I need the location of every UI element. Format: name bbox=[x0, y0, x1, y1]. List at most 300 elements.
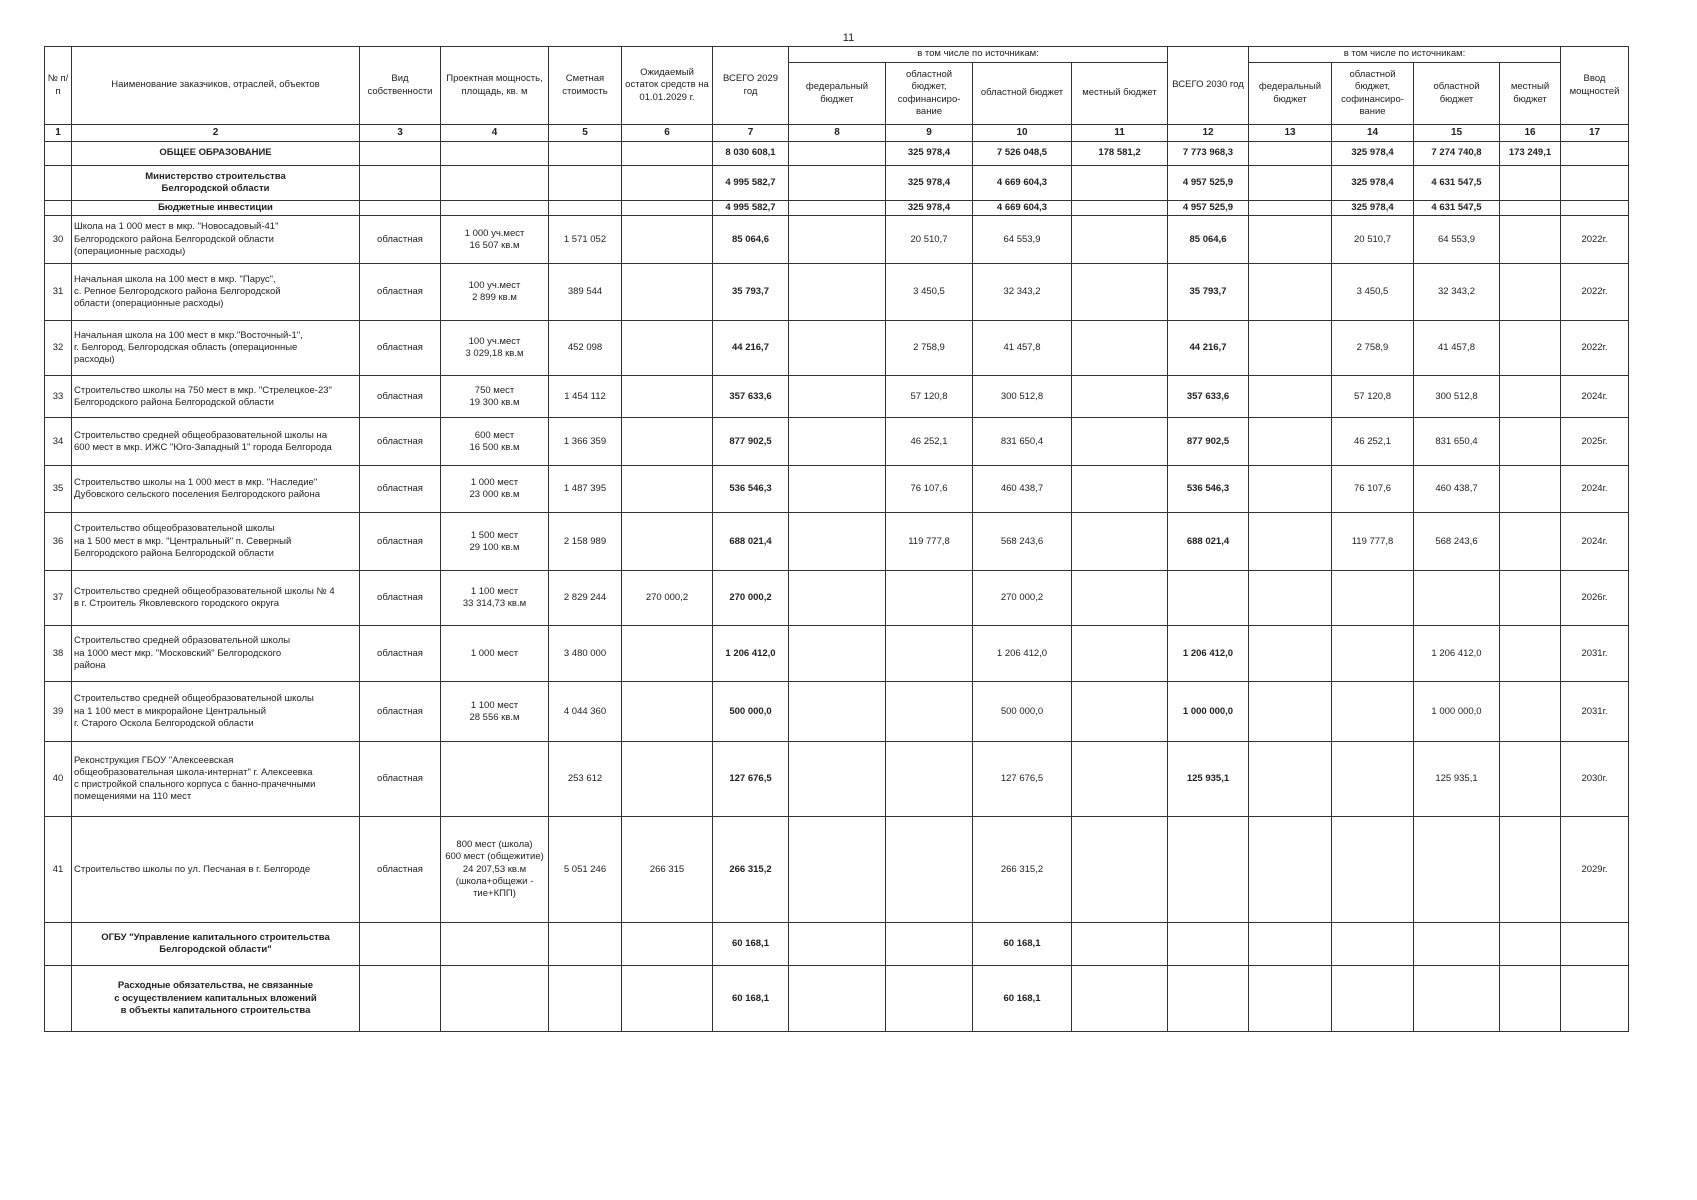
table-cell bbox=[1332, 626, 1414, 682]
table-cell bbox=[1500, 966, 1561, 1032]
column-number: 6 bbox=[622, 125, 713, 142]
table-cell bbox=[1500, 166, 1561, 201]
table-cell: областная bbox=[360, 264, 441, 321]
table-cell bbox=[622, 376, 713, 418]
table-cell bbox=[622, 418, 713, 466]
column-number: 17 bbox=[1561, 125, 1629, 142]
table-cell bbox=[1072, 742, 1168, 817]
table-cell: 173 249,1 bbox=[1500, 142, 1561, 166]
table-cell: 4 669 604,3 bbox=[973, 166, 1072, 201]
table-cell bbox=[441, 923, 549, 966]
table-cell: 1 206 412,0 bbox=[713, 626, 789, 682]
table-cell bbox=[1561, 201, 1629, 216]
table-cell: 46 252,1 bbox=[886, 418, 973, 466]
column-number: 15 bbox=[1414, 125, 1500, 142]
column-number: 2 bbox=[72, 125, 360, 142]
table-cell bbox=[789, 166, 886, 201]
table-cell bbox=[1168, 966, 1249, 1032]
table-cell bbox=[1249, 571, 1332, 626]
table-header bbox=[45, 47, 1629, 142]
row-number-cell bbox=[45, 923, 72, 966]
object-name-cell: Строительство общеобразовательной школы на 1 500 мест в мкр. "Центральный" п. Северный Белгородского района Белгородской области bbox=[72, 513, 360, 571]
table-row bbox=[45, 817, 1629, 923]
row-number-cell: 39 bbox=[45, 682, 72, 742]
table-cell bbox=[1249, 166, 1332, 201]
table-cell bbox=[789, 264, 886, 321]
table-cell: 119 777,8 bbox=[886, 513, 973, 571]
table-cell bbox=[1561, 966, 1629, 1032]
table-cell: 877 902,5 bbox=[1168, 418, 1249, 466]
header-regional-cofin-2029: областной бюджет, софинансиро- вание bbox=[886, 63, 973, 125]
table-cell: 7 773 968,3 bbox=[1168, 142, 1249, 166]
table-cell bbox=[1249, 466, 1332, 513]
row-number-cell: 34 bbox=[45, 418, 72, 466]
object-name-cell: Строительство школы на 1 000 мест в мкр. "Наследие" Дубовского сельского поселения Белгородского района bbox=[72, 466, 360, 513]
table-cell: 750 мест 19 300 кв.м bbox=[441, 376, 549, 418]
table-cell: 1 100 мест 28 556 кв.м bbox=[441, 682, 549, 742]
table-cell bbox=[1249, 376, 1332, 418]
table-cell: 178 581,2 bbox=[1072, 142, 1168, 166]
table-cell bbox=[1500, 418, 1561, 466]
table-cell: 2 758,9 bbox=[1332, 321, 1414, 376]
page-number: 11 bbox=[842, 32, 855, 44]
table-cell bbox=[1249, 923, 1332, 966]
table-cell: 500 000,0 bbox=[973, 682, 1072, 742]
table-cell: 35 793,7 bbox=[1168, 264, 1249, 321]
table-cell bbox=[622, 321, 713, 376]
table-cell bbox=[886, 817, 973, 923]
table-cell: 357 633,6 bbox=[1168, 376, 1249, 418]
table-cell bbox=[1249, 742, 1332, 817]
table-cell bbox=[1249, 264, 1332, 321]
table-cell bbox=[1332, 742, 1414, 817]
table-cell bbox=[622, 742, 713, 817]
column-number: 14 bbox=[1332, 125, 1414, 142]
table-cell: 300 512,8 bbox=[973, 376, 1072, 418]
table-cell: 688 021,4 bbox=[713, 513, 789, 571]
table-cell: 2029г. bbox=[1561, 817, 1629, 923]
table-cell: областная bbox=[360, 376, 441, 418]
table-cell bbox=[789, 626, 886, 682]
table-cell: областная bbox=[360, 466, 441, 513]
table-cell: 3 450,5 bbox=[1332, 264, 1414, 321]
table-cell bbox=[622, 201, 713, 216]
table-cell: 4 995 582,7 bbox=[713, 201, 789, 216]
table-cell: 20 510,7 bbox=[1332, 216, 1414, 264]
table-cell: 4 631 547,5 bbox=[1414, 201, 1500, 216]
column-number: 13 bbox=[1249, 125, 1332, 142]
table-cell: 4 957 525,9 bbox=[1168, 201, 1249, 216]
table-cell: 5 051 246 bbox=[549, 817, 622, 923]
row-number-cell bbox=[45, 166, 72, 201]
row-number-cell: 41 bbox=[45, 817, 72, 923]
table-cell: 266 315 bbox=[622, 817, 713, 923]
table-cell: 4 631 547,5 bbox=[1414, 166, 1500, 201]
object-name-cell: Строительство школы по ул. Песчаная в г. Белгороде bbox=[72, 817, 360, 923]
table-cell bbox=[1249, 626, 1332, 682]
table-cell bbox=[622, 466, 713, 513]
table-cell bbox=[1072, 682, 1168, 742]
table-cell bbox=[1249, 682, 1332, 742]
table-cell: 35 793,7 bbox=[713, 264, 789, 321]
table-cell: 568 243,6 bbox=[973, 513, 1072, 571]
table-cell: областная bbox=[360, 626, 441, 682]
table-cell bbox=[549, 923, 622, 966]
table-cell: 2030г. bbox=[1561, 742, 1629, 817]
table-cell: областная bbox=[360, 742, 441, 817]
table-cell bbox=[1072, 466, 1168, 513]
table-cell bbox=[1561, 166, 1629, 201]
table-cell bbox=[886, 682, 973, 742]
table-cell bbox=[360, 142, 441, 166]
table-row bbox=[45, 466, 1629, 513]
table-cell: 100 уч.мест 2 899 кв.м bbox=[441, 264, 549, 321]
row-number-cell: 33 bbox=[45, 376, 72, 418]
header-local-2030: местный бюджет bbox=[1500, 63, 1561, 125]
table-cell: областная bbox=[360, 817, 441, 923]
header-capacity: Проектная мощность, площадь, кв. м bbox=[441, 47, 549, 125]
table-cell: 1 000 мест 23 000 кв.м bbox=[441, 466, 549, 513]
table-row bbox=[45, 571, 1629, 626]
object-name-cell: ОБЩЕЕ ОБРАЗОВАНИЕ bbox=[72, 142, 360, 166]
table-row bbox=[45, 376, 1629, 418]
row-number-cell: 32 bbox=[45, 321, 72, 376]
row-number-cell: 37 bbox=[45, 571, 72, 626]
table-cell: 44 216,7 bbox=[713, 321, 789, 376]
table-cell bbox=[1168, 571, 1249, 626]
table-cell bbox=[1249, 321, 1332, 376]
table-cell: 600 мест 16 500 кв.м bbox=[441, 418, 549, 466]
table-cell: 2024г. bbox=[1561, 513, 1629, 571]
table-cell bbox=[1249, 201, 1332, 216]
table-cell: 325 978,4 bbox=[886, 166, 973, 201]
table-cell bbox=[549, 966, 622, 1032]
table-cell bbox=[1072, 264, 1168, 321]
table-cell bbox=[1500, 201, 1561, 216]
table-cell: 2 758,9 bbox=[886, 321, 973, 376]
table-cell bbox=[1072, 626, 1168, 682]
table-cell bbox=[1500, 321, 1561, 376]
column-number: 16 bbox=[1500, 125, 1561, 142]
object-name-cell: Реконструкция ГБОУ "Алексеевская общеобразовательная школа-интернат" г. Алексеевка с пристройкой спального корпуса с банно-прачечными помещениями на 110 мест bbox=[72, 742, 360, 817]
table-cell bbox=[1500, 682, 1561, 742]
table-cell: 125 935,1 bbox=[1168, 742, 1249, 817]
table-cell bbox=[1500, 466, 1561, 513]
table-cell: 2026г. bbox=[1561, 571, 1629, 626]
table-cell bbox=[441, 742, 549, 817]
table-cell bbox=[1072, 376, 1168, 418]
header-federal-2030: федеральный бюджет bbox=[1249, 63, 1332, 125]
table-cell: областная bbox=[360, 321, 441, 376]
table-cell bbox=[1072, 571, 1168, 626]
table-cell: 300 512,8 bbox=[1414, 376, 1500, 418]
table-cell bbox=[886, 626, 973, 682]
table-cell: 20 510,7 bbox=[886, 216, 973, 264]
header-total-2030: ВСЕГО 2030 год bbox=[1168, 47, 1249, 125]
table-cell bbox=[1500, 264, 1561, 321]
header-estimated-cost: Сметная стоимость bbox=[549, 47, 622, 125]
table-cell bbox=[622, 513, 713, 571]
table-cell bbox=[1072, 166, 1168, 201]
row-number-cell: 35 bbox=[45, 466, 72, 513]
table-row bbox=[45, 682, 1629, 742]
table-cell bbox=[441, 201, 549, 216]
table-cell: 2022г. bbox=[1561, 264, 1629, 321]
table-cell bbox=[1332, 571, 1414, 626]
table-cell: 500 000,0 bbox=[713, 682, 789, 742]
table-cell bbox=[789, 571, 886, 626]
table-cell bbox=[1072, 817, 1168, 923]
table-cell bbox=[1332, 966, 1414, 1032]
object-name-cell: Строительство средней общеобразовательной школы на 600 мест в мкр. ИЖС "Юго-Западный 1" города Белгорода bbox=[72, 418, 360, 466]
table-cell: 76 107,6 bbox=[886, 466, 973, 513]
table-cell bbox=[1500, 216, 1561, 264]
table-cell: 60 168,1 bbox=[973, 966, 1072, 1032]
table-cell bbox=[1332, 817, 1414, 923]
header-group-2029: в том числе по источникам: bbox=[789, 47, 1168, 63]
table-cell bbox=[441, 966, 549, 1032]
table-cell bbox=[622, 264, 713, 321]
table-cell: 688 021,4 bbox=[1168, 513, 1249, 571]
table-cell bbox=[1500, 742, 1561, 817]
table-cell: 1 206 412,0 bbox=[973, 626, 1072, 682]
table-cell: областная bbox=[360, 682, 441, 742]
table-body bbox=[45, 142, 1629, 1032]
table-cell: 1 000 000,0 bbox=[1168, 682, 1249, 742]
table-cell bbox=[360, 201, 441, 216]
table-cell bbox=[1249, 418, 1332, 466]
table-cell: 2025г. bbox=[1561, 418, 1629, 466]
table-cell: 325 978,4 bbox=[1332, 166, 1414, 201]
table-cell: 127 676,5 bbox=[973, 742, 1072, 817]
table-row bbox=[45, 513, 1629, 571]
table-cell: 1 454 112 bbox=[549, 376, 622, 418]
section-row bbox=[45, 923, 1629, 966]
header-commissioning: Ввод мощностей bbox=[1561, 47, 1629, 125]
table-cell bbox=[1168, 817, 1249, 923]
column-number: 4 bbox=[441, 125, 549, 142]
header-group-2030: в том числе по источникам: bbox=[1249, 47, 1561, 63]
table-row bbox=[45, 264, 1629, 321]
table-cell: областная bbox=[360, 216, 441, 264]
table-cell bbox=[1072, 966, 1168, 1032]
table-cell bbox=[1500, 626, 1561, 682]
table-cell bbox=[622, 626, 713, 682]
object-name-cell: Министерство строительства Белгородской области bbox=[72, 166, 360, 201]
object-name-cell: Начальная школа на 100 мест в мкр. "Парус", с. Репное Белгородского района Белгородской области (операционные расходы) bbox=[72, 264, 360, 321]
table-cell: 270 000,2 bbox=[622, 571, 713, 626]
table-cell: 831 650,4 bbox=[1414, 418, 1500, 466]
column-number: 1 bbox=[45, 125, 72, 142]
table-cell bbox=[1072, 201, 1168, 216]
table-cell bbox=[1072, 321, 1168, 376]
column-number: 7 bbox=[713, 125, 789, 142]
table-cell bbox=[622, 923, 713, 966]
table-cell: 389 544 bbox=[549, 264, 622, 321]
table-cell: 2 829 244 bbox=[549, 571, 622, 626]
object-name-cell: ОГБУ "Управление капитального строительства Белгородской области" bbox=[72, 923, 360, 966]
header-regional-2029: областной бюджет bbox=[973, 63, 1072, 125]
table-cell: 253 612 bbox=[549, 742, 622, 817]
table-cell: 1 000 уч.мест 16 507 кв.м bbox=[441, 216, 549, 264]
table-cell: 4 995 582,7 bbox=[713, 166, 789, 201]
column-number: 3 bbox=[360, 125, 441, 142]
table-cell: 460 438,7 bbox=[1414, 466, 1500, 513]
table-cell: 2024г. bbox=[1561, 466, 1629, 513]
object-name-cell: Бюджетные инвестиции bbox=[72, 201, 360, 216]
table-cell: 1 487 395 bbox=[549, 466, 622, 513]
table-cell bbox=[549, 201, 622, 216]
table-cell bbox=[1500, 817, 1561, 923]
header-name: Наименование заказчиков, отраслей, объектов bbox=[72, 47, 360, 125]
column-number: 10 bbox=[973, 125, 1072, 142]
table-cell: 64 553,9 bbox=[973, 216, 1072, 264]
table-cell bbox=[441, 142, 549, 166]
table-cell bbox=[622, 966, 713, 1032]
table-cell: 41 457,8 bbox=[973, 321, 1072, 376]
table-cell: 325 978,4 bbox=[886, 201, 973, 216]
object-name-cell: Школа на 1 000 мест в мкр. "Новосадовый-41" Белгородского района Белгородской области (операционные расходы) bbox=[72, 216, 360, 264]
table-cell bbox=[1072, 923, 1168, 966]
object-name-cell: Строительство средней общеобразовательной школы на 1 100 мест в микрорайоне Центральный г. Старого Оскола Белгородской области bbox=[72, 682, 360, 742]
table-cell bbox=[789, 216, 886, 264]
row-number-cell: 40 bbox=[45, 742, 72, 817]
table-cell bbox=[789, 923, 886, 966]
table-cell bbox=[886, 923, 973, 966]
table-cell: 1 000 000,0 bbox=[1414, 682, 1500, 742]
row-number-cell: 38 bbox=[45, 626, 72, 682]
table-cell: 57 120,8 bbox=[886, 376, 973, 418]
table-row bbox=[45, 626, 1629, 682]
section-row bbox=[45, 201, 1629, 216]
table-cell bbox=[1561, 923, 1629, 966]
table-cell bbox=[789, 966, 886, 1032]
table-cell: 1 206 412,0 bbox=[1168, 626, 1249, 682]
table-cell: 1 366 359 bbox=[549, 418, 622, 466]
table-cell bbox=[789, 742, 886, 817]
table-cell: 100 уч.мест 3 029,18 кв.м bbox=[441, 321, 549, 376]
table-cell: 1 500 мест 29 100 кв.м bbox=[441, 513, 549, 571]
table-cell: 7 274 740,8 bbox=[1414, 142, 1500, 166]
table-cell bbox=[1249, 966, 1332, 1032]
table-cell: 460 438,7 bbox=[973, 466, 1072, 513]
table-cell: 1 571 052 bbox=[549, 216, 622, 264]
table-cell: 2022г. bbox=[1561, 216, 1629, 264]
table-cell: 127 676,5 bbox=[713, 742, 789, 817]
table-cell bbox=[1332, 682, 1414, 742]
header-total-2029: ВСЕГО 2029 год bbox=[713, 47, 789, 125]
header-expected-balance: Ожидаемый остаток средств на 01.01.2029 г. bbox=[622, 47, 713, 125]
table-cell: 3 450,5 bbox=[886, 264, 973, 321]
table-cell: 2024г. bbox=[1561, 376, 1629, 418]
table-cell bbox=[1561, 142, 1629, 166]
table-cell: 60 168,1 bbox=[973, 923, 1072, 966]
table-cell: 8 030 608,1 bbox=[713, 142, 789, 166]
table-cell: 831 650,4 bbox=[973, 418, 1072, 466]
table-cell: 800 мест (школа) 600 мест (общежитие) 24 207,53 кв.м (школа+общежи - тие+КПП) bbox=[441, 817, 549, 923]
table-cell: 568 243,6 bbox=[1414, 513, 1500, 571]
table-cell bbox=[789, 418, 886, 466]
table-cell: областная bbox=[360, 513, 441, 571]
row-number-cell bbox=[45, 966, 72, 1032]
table-cell: 64 553,9 bbox=[1414, 216, 1500, 264]
table-cell bbox=[1168, 923, 1249, 966]
table-cell: 536 546,3 bbox=[1168, 466, 1249, 513]
table-cell: 32 343,2 bbox=[1414, 264, 1500, 321]
header-federal-2029: федеральный бюджет bbox=[789, 63, 886, 125]
table-row bbox=[45, 321, 1629, 376]
header-regional-cofin-2030: областной бюджет, софинансиро- вание bbox=[1332, 63, 1414, 125]
table-cell: 125 935,1 bbox=[1414, 742, 1500, 817]
table-cell bbox=[1414, 817, 1500, 923]
table-cell: 2 158 989 bbox=[549, 513, 622, 571]
table-cell bbox=[789, 321, 886, 376]
table-cell: 325 978,4 bbox=[1332, 142, 1414, 166]
object-name-cell: Начальная школа на 100 мест в мкр."Восточный-1", г. Белгород, Белгородская область (операционные расходы) bbox=[72, 321, 360, 376]
table-cell: 85 064,6 bbox=[713, 216, 789, 264]
column-number: 9 bbox=[886, 125, 973, 142]
table-cell: 4 044 360 bbox=[549, 682, 622, 742]
table-cell: 270 000,2 bbox=[713, 571, 789, 626]
table-cell: 4 669 604,3 bbox=[973, 201, 1072, 216]
table-row bbox=[45, 216, 1629, 264]
table-cell: 57 120,8 bbox=[1332, 376, 1414, 418]
table-cell bbox=[1500, 923, 1561, 966]
table-cell bbox=[789, 817, 886, 923]
table-cell bbox=[1500, 571, 1561, 626]
table-cell: 41 457,8 bbox=[1414, 321, 1500, 376]
table-cell: 32 343,2 bbox=[973, 264, 1072, 321]
table-cell bbox=[1072, 216, 1168, 264]
header-ownership: Вид собственности bbox=[360, 47, 441, 125]
table-row bbox=[45, 742, 1629, 817]
table-cell: 1 206 412,0 bbox=[1414, 626, 1500, 682]
table-cell: областная bbox=[360, 571, 441, 626]
investment-table bbox=[44, 46, 1629, 1032]
table-cell bbox=[622, 216, 713, 264]
table-cell bbox=[549, 142, 622, 166]
table-cell: 452 098 bbox=[549, 321, 622, 376]
header-num: № п/п bbox=[45, 47, 72, 125]
row-number-cell: 30 bbox=[45, 216, 72, 264]
table-cell: 325 978,4 bbox=[1332, 201, 1414, 216]
table-cell: 60 168,1 bbox=[713, 966, 789, 1032]
section-row bbox=[45, 142, 1629, 166]
object-name-cell: Расходные обязательства, не связанные с осуществлением капитальных вложений в объекты капитального строительства bbox=[72, 966, 360, 1032]
table-cell bbox=[1249, 513, 1332, 571]
table-cell bbox=[886, 966, 973, 1032]
table-cell: 7 526 048,5 bbox=[973, 142, 1072, 166]
table-cell bbox=[1249, 817, 1332, 923]
table-cell bbox=[886, 571, 973, 626]
table-cell bbox=[360, 166, 441, 201]
table-cell: 266 315,2 bbox=[713, 817, 789, 923]
table-cell: 536 546,3 bbox=[713, 466, 789, 513]
table-cell: 2022г. bbox=[1561, 321, 1629, 376]
table-cell: 1 100 мест 33 314,73 кв.м bbox=[441, 571, 549, 626]
table-cell bbox=[789, 513, 886, 571]
table-cell bbox=[1332, 923, 1414, 966]
section-row bbox=[45, 966, 1629, 1032]
row-number-cell: 31 bbox=[45, 264, 72, 321]
row-number-cell bbox=[45, 201, 72, 216]
object-name-cell: Строительство средней образовательной школы на 1000 мест мкр. "Московский" Белгородского района bbox=[72, 626, 360, 682]
table-cell: 76 107,6 bbox=[1332, 466, 1414, 513]
table-cell bbox=[789, 201, 886, 216]
column-number: 5 bbox=[549, 125, 622, 142]
object-name-cell: Строительство средней общеобразовательной школы № 4 в г. Строитель Яковлевского городского округа bbox=[72, 571, 360, 626]
table-cell bbox=[360, 966, 441, 1032]
